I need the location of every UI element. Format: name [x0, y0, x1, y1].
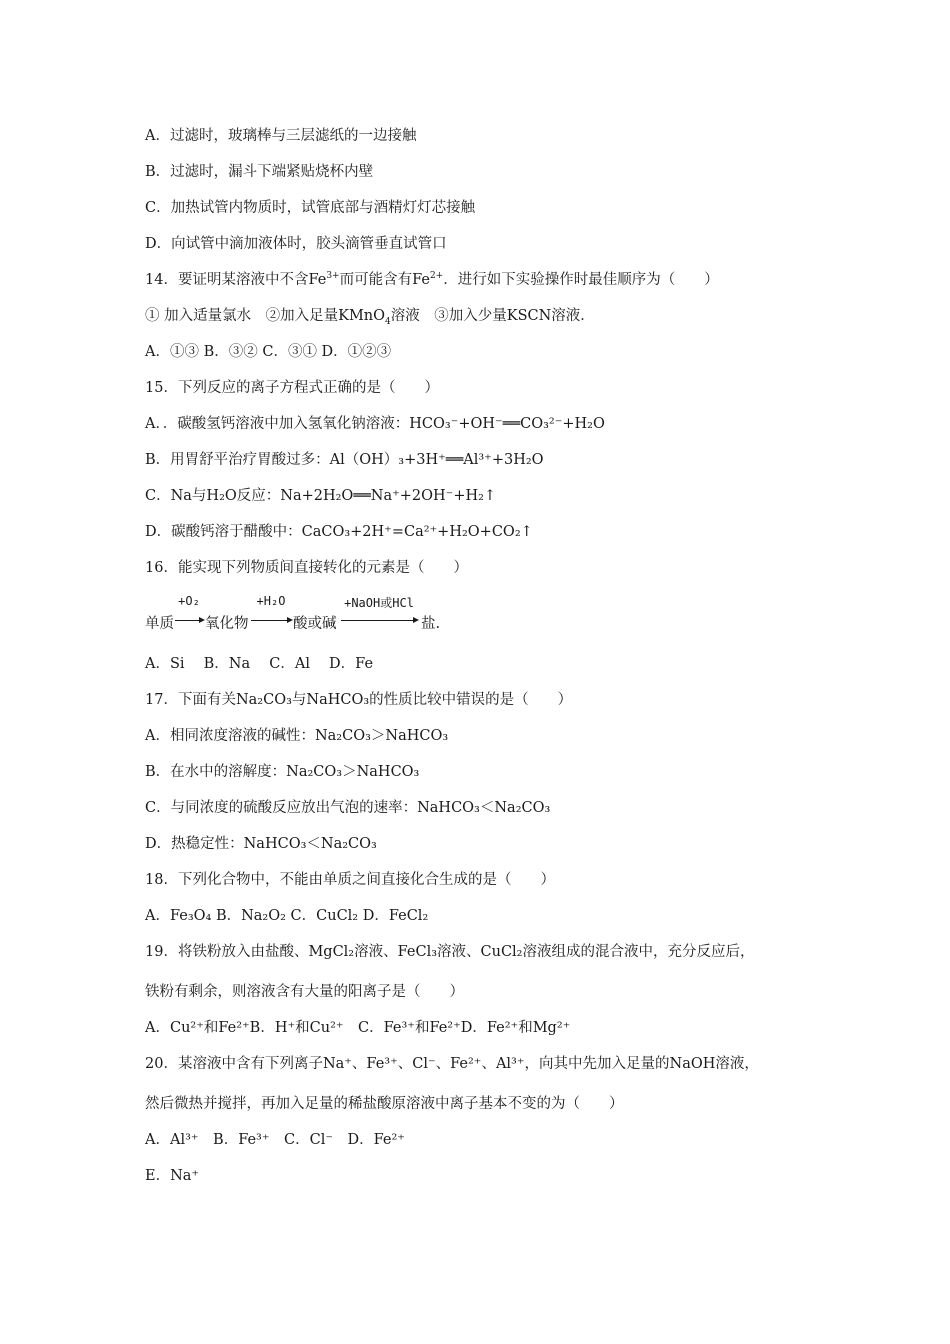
q20-stem-line-2: 然后微热并搅拌，再加入足量的稀盐酸原溶液中离子基本不变的为（ ） — [145, 1096, 624, 1112]
q13-option-d: D．向试管中滴加液体时，胶头滴管垂直试管口 — [145, 236, 447, 252]
q15-stem: 15．下列反应的离子方程式正确的是（ ） — [145, 380, 439, 396]
chain-substance-1: 单质 — [145, 616, 174, 632]
q13-option-b: B．过滤时，漏斗下端紧贴烧杯内壁 — [145, 164, 374, 180]
chain-arrow-3 — [341, 594, 417, 634]
q20-answers: A．Al³⁺ B．Fe³⁺ C．Cl⁻ D．Fe²⁺ — [145, 1132, 405, 1148]
q14-stem — [145, 270, 719, 290]
chain-arrow-2-label: +H₂O — [256, 594, 286, 608]
q14-operations-a: ① 加入适量氯水 ②加入足量KMnO — [145, 308, 386, 324]
q17-option-c: C．与同浓度的硫酸反应放出气泡的速率：NaHCO₃＜Na₂CO₃ — [145, 800, 551, 816]
q14-operations — [145, 306, 595, 326]
q18-stem: 18．下列化合物中，不能由单质之间直接化合生成的是（ ） — [145, 872, 555, 888]
q18-answers: A．Fe₃O₄ B．Na₂O₂ C．CuCl₂ D．FeCl₂ — [145, 908, 429, 924]
q14-answers: A．①③ B．③② C．③① D．①②③ — [145, 344, 392, 360]
q14-stem-post: ．进行如下实验操作时最佳顺序为（ ） — [443, 272, 719, 288]
chain-arrow-2 — [251, 594, 291, 634]
q17-option-d: D．热稳定性：NaHCO₃＜Na₂CO₃ — [145, 836, 377, 852]
q19-stem-line-1: 19．将铁粉放入由盐酸、MgCl₂溶液、FeCl₃溶液、CuCl₂溶液组成的混合液中，充分反应后， — [145, 944, 755, 960]
q14-operations-sub: 4 — [385, 316, 391, 327]
q17-option-a: A．相同浓度溶液的碱性：Na₂CO₃＞NaHCO₃ — [145, 728, 449, 744]
q15-option-c: C．Na与H₂O反应：Na+2H₂O══Na⁺+2OH⁻+H₂↑ — [145, 488, 497, 504]
q15-option-d: D．碳酸钙溶于醋酸中：CaCO₃+2H⁺=Ca²⁺+H₂O+CO₂↑ — [145, 524, 533, 540]
arrowhead-icon — [413, 617, 419, 623]
chain-arrow-3-label: +NaOH或HCl — [344, 596, 414, 610]
q14-stem-mid: 而可能含有Fe — [339, 272, 430, 288]
q17-option-b: B．在水中的溶解度：Na₂CO₃＞NaHCO₃ — [145, 764, 420, 780]
q13-option-c: C．加热试管内物质时，试管底部与酒精灯灯芯接触 — [145, 200, 476, 216]
q16-stem: 16．能实现下列物质间直接转化的元素是（ ） — [145, 560, 468, 576]
q14-operations-b: 溶液 ③加入少量KSCN溶液． — [390, 308, 595, 324]
chain-arrow-1-label: +O₂ — [178, 594, 200, 608]
q19-stem-line-2: 铁粉有剩余，则溶液含有大量的阳离子是（ ） — [145, 984, 464, 1000]
q14-sup-fe2: 2+ — [429, 271, 444, 282]
q20-option-e: E．Na⁺ — [145, 1168, 200, 1184]
q14-stem-pre: 14．要证明某溶液中不含Fe — [145, 272, 327, 288]
q17-stem: 17．下面有关Na₂CO₃与NaHCO₃的性质比较中错误的是（ ） — [145, 692, 573, 708]
q16-answers: A．Si B．Na C．Al D．Fe — [145, 656, 374, 672]
q19-answers: A．Cu²⁺和Fe²⁺B．H⁺和Cu²⁺ C．Fe³⁺和Fe²⁺D．Fe²⁺和Mg²⁺ — [145, 1020, 571, 1036]
q15-option-a: A．．碳酸氢钙溶液中加入氢氧化钠溶液：HCO₃⁻+OH⁻══CO₃²⁻+H₂O — [145, 416, 605, 432]
q15-option-b: B．用胃舒平治疗胃酸过多：Al（OH）₃+3H⁺══Al³⁺+3H₂O — [145, 452, 544, 468]
chain-substance-3: 酸或碱 — [293, 616, 337, 632]
q13-option-a: A．过滤时，玻璃棒与三层滤纸的一边接触 — [145, 128, 417, 144]
q14-sup-fe3: 3+ — [326, 271, 340, 282]
chain-substance-2: 氧化物 — [205, 616, 249, 632]
chain-arrow-1 — [175, 594, 203, 634]
q20-stem-line-1: 20．某溶液中含有下列离子Na⁺、Fe³⁺、Cl⁻、Fe²⁺、Al³⁺，向其中先加入足量的NaOH溶液， — [145, 1056, 759, 1072]
chain-substance-4: 盐. — [421, 616, 441, 632]
